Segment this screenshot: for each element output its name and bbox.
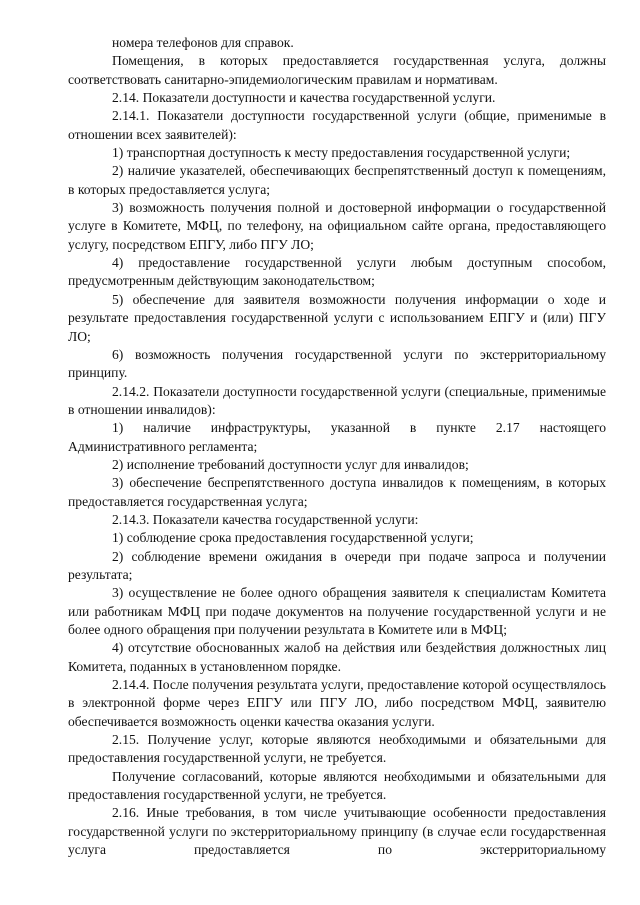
- paragraph-premises: Помещения, в которых предоставляется государственная услуга, должны соответствовать санитарно-эпидемиологическим правилам и нормативам.: [68, 53, 606, 87]
- heading-2-14-2: 2.14.2. Показатели доступности государственной услуги (специальные, применимые в отношении инвалидов):: [68, 383, 606, 417]
- list-item-disabled-2: 2) исполнение требований доступности услуг для инвалидов;: [112, 456, 469, 472]
- list-item-5: 5) обеспечение для заявителя возможности получения информации о ходе и результате предоставления государственной услуги с использованием ЕПГУ и (или) ПГУ ЛО;: [68, 291, 606, 344]
- document-page: [68, 34, 606, 859]
- heading-2-14-4: 2.14.4. После получения результата услуги, предоставление которой осуществлялось в электронной форме через ЕПГУ или ПГУ ЛО, либо посредством МФЦ, заявителю обеспечивается возможность оценки качества оказания услуги.: [68, 677, 606, 729]
- quality-item-4: 4) отсутствие обоснованных жалоб на действия или бездействия должностных лиц Комитета, поданных в установленном порядке.: [68, 640, 606, 674]
- paragraph-phone-numbers: номера телефонов для справок.: [112, 35, 294, 50]
- quality-item-1: 1) соблюдение срока предоставления государственной услуги;: [112, 530, 474, 546]
- heading-2-14-1: 2.14.1. Показатели доступности государственной услуги (общие, применимые в отношении всех заявителей):: [68, 108, 606, 142]
- heading-2-14: 2.14. Показатели доступности и качества государственной услуги.: [112, 90, 496, 106]
- list-item-1: 1) транспортная доступность к месту предоставления государственной услуги;: [112, 145, 571, 161]
- list-item-disabled-1: 1) наличие инфраструктуры, указанной в пункте 2.17 настоящего Административного регламента;: [68, 420, 606, 454]
- quality-item-3: 3) осуществление не более одного обращения заявителя к специалистам Комитета или работникам МФЦ при подаче документов на получение государственной услуги и не более одного обращения при получении результата в Комитете или в МФЦ;: [68, 585, 606, 637]
- heading-2-14-3: 2.14.3. Показатели качества государственной услуги:: [112, 511, 419, 527]
- list-item-disabled-3: 3) обеспечение беспрепятственного доступа инвалидов к помещениям, в которых предоставляется государственная услуга;: [68, 475, 606, 509]
- quality-item-2: 2) соблюдение времени ожидания в очереди при подаче запроса и получении результата;: [68, 548, 606, 582]
- paragraph-2-16: 2.16. Иные требования, в том числе учитывающие особенности предоставления государственной услуги по экстерриториальному принципу (в случае если государственная услуга предоставляется по экстерриториальному: [68, 805, 606, 858]
- list-item-2: 2) наличие указателей, обеспечивающих беспрепятственный доступ к помещениям, в которых предоставляется услуга;: [68, 163, 606, 197]
- list-item-6: 6) возможность получения государственной услуги по экстерриториальному принципу.: [68, 346, 606, 381]
- list-item-4: 4) предоставление государственной услуги любым доступным способом, предусмотренным действующим законодательством;: [68, 255, 606, 289]
- paragraph-approvals: Получение согласований, которые являются необходимыми и обязательными для предоставления государственной услуги, не требуется.: [68, 768, 606, 803]
- paragraph-2-15: 2.15. Получение услуг, которые являются необходимыми и обязательными для предоставления государственной услуги, не требуется.: [68, 732, 606, 766]
- list-item-3: 3) возможность получения полной и достоверной информации о государственной услуге в Комитете, МФЦ, по телефону, на официальном сайте органа, предоставляющего услугу, посредством ЕПГУ, либо ПГУ ЛО;: [68, 200, 606, 252]
